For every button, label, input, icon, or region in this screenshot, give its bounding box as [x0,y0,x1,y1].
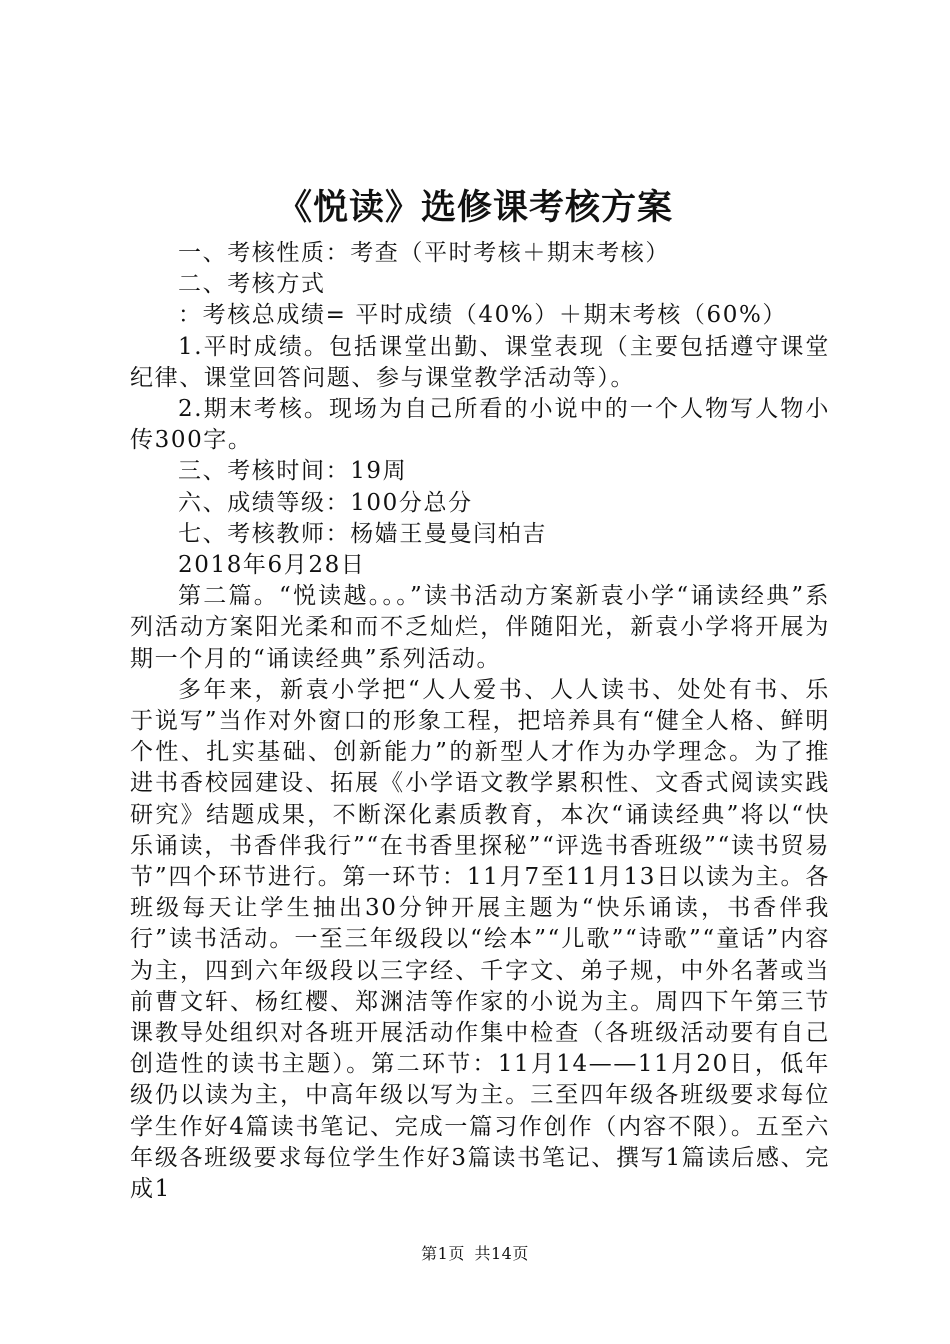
paragraph-teachers: 七、考核教师：杨嫱王曼曼闫柏吉 [178,520,547,547]
paragraph-total-score: ：考核总成绩= 平时成绩（40%）＋期末考核（60%） [178,302,788,329]
page-number: 第1页 [421,1244,465,1263]
page-total: 共14页 [474,1244,529,1263]
paragraph-regular-score: 1.平时成绩。包括课堂出勤、课堂表现（主要包括遵守课堂纪律、课堂回答问题、参与课堂教学活动等）。 [130,333,830,391]
paragraph-assessment-time: 三、考核时间：19周 [178,458,408,485]
document-title: 《悦读》选修课考核方案 [276,187,673,228]
paragraph-second-article-body: 多年来，新袁小学把“人人爱书、人人读书、处处有书、乐于说写”当作对外窗口的形象工程，把培养具有“健全人格、鲜明个性、扎实基础、创新能力”的新型人才作为办学理念。为了推进书香校园建设、拓展《小学语文教学累积性、文香式阅读实践研究》结题成果，不断深化素质教育，本次“诵读经典”将以“快乐诵读，书香伴我行”“在书香里探秘”“评选书香班级”“读书贸易节”四个环节进行。第一环节：11月7至11月13日以读为主。各班级每天让学生抽出30分钟开展主题为“快乐诵读，书香伴我行”读书活动。一至三年级段以“绘本”“儿歌”“诗歌”“童话”内容为主，四到六年级段以三字经、千字文、弟子规，中外名著或当前曹文轩、杨红樱、郑渊洁等作家的小说为主。周四下午第三节课教导处组织对各班开展活动作集中检查（各班级活动要有自己创造性的读书主题）。第二环节：11月14——11月20日，低年级仍以读为主，中高年级以写为主。三至四年级各班级要求每位学生作好4篇读书笔记、完成一篇习作创作（内容不限）。五至六年级各班级要求每位学生作好3篇读书笔记、撰写1篇读后感、完成1 [130,676,830,1203]
paragraph-final-exam: 2.期末考核。现场为自己所看的小说中的一个人物写人物小传300字。 [130,396,830,454]
paragraph-assessment-method: 二、考核方式 [178,271,326,298]
paragraph-second-article-intro: 第二篇。“悦读越。。。”读书活动方案新袁小学“诵读经典”系列活动方案阳光柔和而不乏灿烂，伴随阳光，新袁小学将开展为期一个月的“诵读经典”系列活动。 [130,583,830,672]
document-body [130,238,830,1205]
paragraph-assessment-nature: 一、考核性质：考查（平时考核＋期末考核） [178,240,670,266]
paragraph-grade-level: 六、成绩等级：100分总分 [178,489,473,516]
paragraph-date: 2018年6月28日 [178,552,366,579]
page-footer [0,1242,950,1266]
